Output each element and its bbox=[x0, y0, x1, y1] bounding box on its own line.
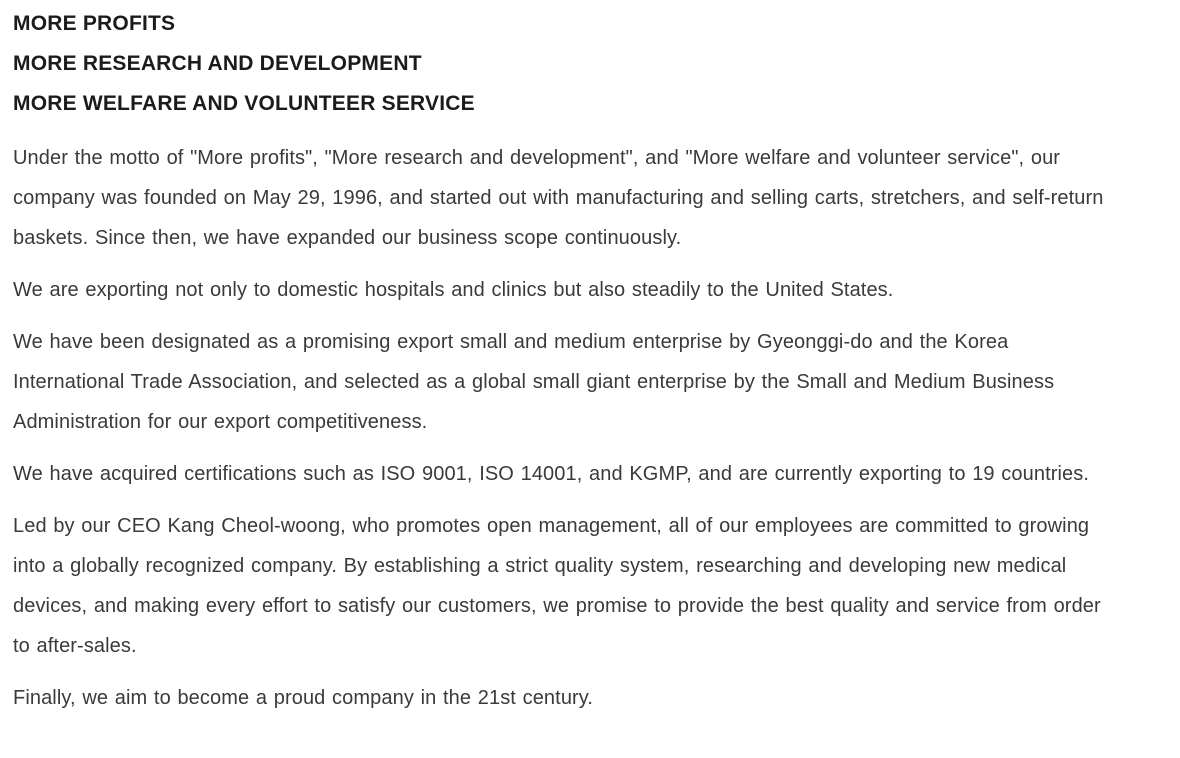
paragraph-designations: We have been designated as a promising export small and medium enterprise by Gyeonggi-do and the Korea International Trade Association, and selected as a global small giant enterprise by the Small and Medium Business Administration for our export competitiveness. bbox=[13, 331, 1055, 433]
paragraph-ceo-quality: Led by our CEO Kang Cheol-woong, who promotes open management, all of our employees are committed to growing into a globally recognized company. By establishing a strict quality system, researching and developing new medical devices, and making every effort to satisfy our customers, we promise to provide the best quality and service from order to after-sales. bbox=[13, 515, 1101, 657]
paragraph-exporting: We are exporting not only to domestic hospitals and clinics but also steadily to the United States. bbox=[13, 279, 894, 301]
page-title bbox=[13, 4, 1120, 124]
paragraph-founding: Under the motto of "More profits", "More research and development", and "More welfare and volunteer service", our company was founded on May 29, 1996, and started out with manufacturing and selling carts, stretchers, and self-return baskets. Since then, we have expanded our business scope continuously. bbox=[13, 147, 1104, 249]
paragraph-certifications: We have acquired certifications such as ISO 9001, ISO 14001, and KGMP, and are currently exporting to 19 countries. bbox=[13, 463, 1090, 485]
motto-heading-welfare-volunteer: MORE WELFARE AND VOLUNTEER SERVICE bbox=[13, 92, 475, 115]
paragraph-closing: Finally, we aim to become a proud company in the 21st century. bbox=[13, 687, 594, 709]
motto-heading-research-development: MORE RESEARCH AND DEVELOPMENT bbox=[13, 52, 422, 75]
motto-heading-profits: MORE PROFITS bbox=[13, 12, 176, 35]
